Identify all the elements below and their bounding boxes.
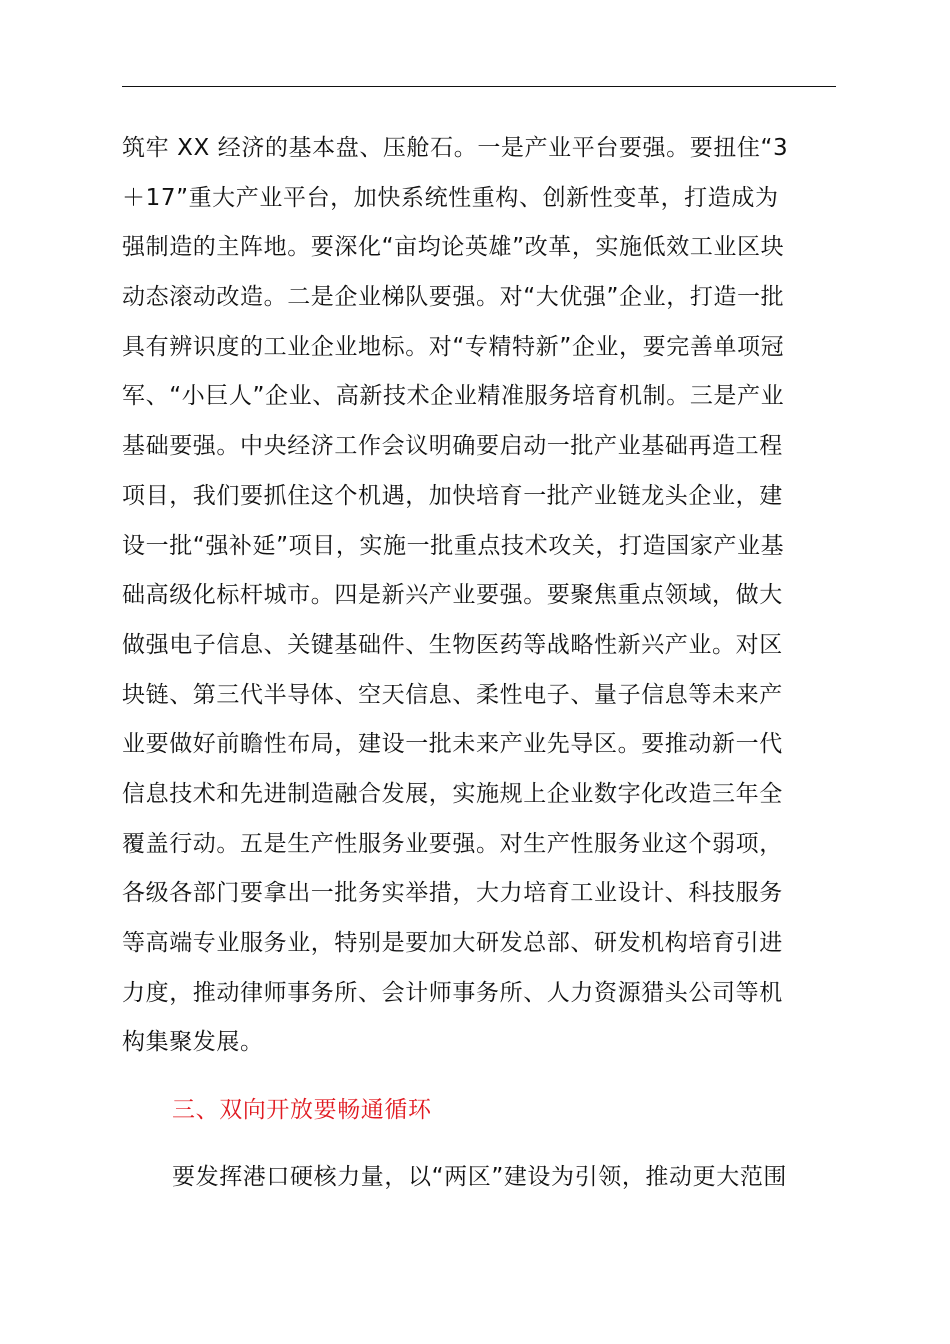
text-line: 块链、第三代半导体、空天信息、柔性电子、量子信息等未来产 [122, 681, 783, 708]
text-line: 各级各部门要拿出一批务实举措，大力培育工业设计、科技服务 [122, 880, 783, 907]
text-line: 项目，我们要抓住这个机遇，加快培育一批产业链龙头企业，建 [122, 482, 783, 509]
text-line: ＋17”重大产业平台，加快系统性重构、创新性变革，打造成为 [122, 184, 779, 211]
paragraph-1 [122, 124, 838, 1068]
text-line: 做强电子信息、关键基础件、生物医药等战略性新兴产业。对区 [122, 631, 783, 658]
text-line: 业要做好前瞻性布局，建设一批未来产业先导区。要推动新一代 [122, 731, 783, 758]
text-line: 基础要强。中央经济工作会议明确要启动一批产业基础再造工程 [122, 433, 783, 460]
text-line: 具有辨识度的工业企业地标。对“专精特新”企业，要完善单项冠 [122, 333, 785, 360]
text-line: 力度，推动律师事务所、会计师事务所、人力资源猎头公司等机 [122, 979, 783, 1006]
text-line: 强制造的主阵地。要深化“亩均论英雄”改革，实施低效工业区块 [122, 234, 785, 261]
text-line: 础高级化标杆城市。四是新兴产业要强。要聚焦重点领域，做大 [122, 582, 783, 609]
paragraph-2-first-line: 要发挥港口硬核力量，以“两区”建设为引领，推动更大范围 [172, 1164, 788, 1190]
text-line: 设一批“强补延”项目，实施一批重点技术攻关，打造国家产业基 [122, 532, 785, 559]
text-line: 信息技术和先进制造融合发展，实施规上企业数字化改造三年全 [122, 780, 783, 807]
header-rule [122, 86, 836, 87]
text-line: 覆盖行动。五是生产性服务业要强。对生产性服务业这个弱项， [122, 830, 783, 857]
text-line: 动态滚动改造。二是企业梯队要强。对“大优强”企业，打造一批 [122, 284, 785, 311]
text-line: 筑牢 XX 经济的基本盘、压舱石。一是产业平台要强。要扭住“3 [122, 135, 789, 161]
text-line: 军、“小巨人”企业、高新技术企业精准服务培育机制。三是产业 [122, 383, 785, 410]
section-heading: 三、双向开放要畅通循环 [172, 1097, 432, 1123]
text-line: 构集聚发展。 [122, 1029, 264, 1056]
text-line: 等高端专业服务业，特别是要加大研发总部、研发机构培育引进 [122, 930, 783, 956]
